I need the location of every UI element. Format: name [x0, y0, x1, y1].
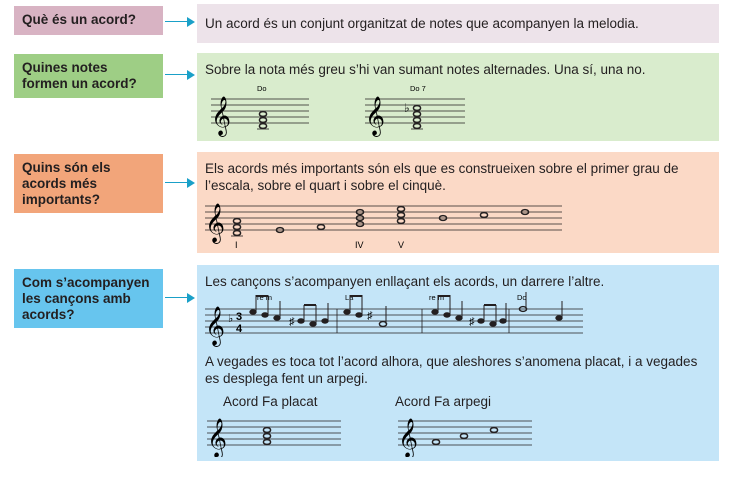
degree-label-iv: IV — [355, 240, 364, 250]
arrow-3 — [165, 178, 195, 188]
treble-clef-icon: 𝄞 — [398, 418, 419, 457]
flat-icon: ♭ — [404, 101, 410, 115]
treble-clef-icon: 𝄞 — [205, 306, 226, 346]
answer-text-2: Sobre la nota més greu s’hi van sumant notes alternades. Una sí, una no. — [205, 62, 646, 77]
answer-text-4b: A vegades es toca tot l’acord alhora, que aleshores s’anomena placat, i a vegades es desplega fent un arpegi. — [205, 354, 698, 386]
question-text-1: Què és un acord? — [22, 12, 137, 27]
answer-text-1: Un acord és un conjunt organitzat de notes que acompanyen la melodia. — [205, 16, 639, 31]
chord-label-do: Do — [257, 84, 267, 93]
arpeggio-notes — [432, 428, 497, 445]
staff-arpegi — [392, 409, 542, 457]
example-label-arpegi: Acord Fa arpegi — [395, 394, 492, 409]
treble-clef-icon: 𝄞 — [207, 418, 228, 457]
staff-lines — [205, 309, 583, 333]
example-label-placat: Acord Fa placat — [223, 394, 318, 409]
time-signature-bottom: 4 — [236, 323, 243, 335]
answer-box-3 — [197, 152, 719, 253]
question-box-2 — [14, 54, 163, 98]
treble-clef-icon: 𝄞 — [365, 96, 386, 136]
chord-label-do7: Do 7 — [410, 84, 426, 93]
answer-box-2 — [197, 53, 719, 141]
staff-main-chords — [197, 196, 597, 256]
time-signature-top: 3 — [236, 311, 243, 323]
sharp-icon: ♯ — [367, 310, 373, 322]
answer-box-1 — [197, 4, 719, 43]
degree-label-v: V — [398, 240, 405, 250]
treble-clef-icon: 𝄞 — [205, 203, 226, 243]
question-box-4 — [14, 269, 163, 328]
sharp-icon: ♯ — [289, 316, 295, 328]
chord-fa-notes — [263, 428, 270, 445]
arrow-2 — [165, 70, 195, 80]
question-box-1 — [14, 6, 163, 35]
staff-do-chords — [197, 79, 497, 137]
question-box-3 — [14, 154, 163, 213]
arrow-4 — [165, 293, 195, 303]
answer-box-4 — [197, 265, 719, 461]
answer-text-3: Els acords més importants són els que es construeixen sobre el primer grau de l’escala, sobre el quart i sobre el cinquè. — [205, 161, 679, 193]
staff-lines — [205, 206, 562, 230]
song-accompaniment-staff — [197, 289, 597, 347]
question-text-2: Quines notes formen un acord? — [22, 60, 137, 91]
chord-label-rem-1: re m — [257, 293, 272, 302]
question-text-3: Quins són els acords més importants? — [22, 160, 111, 207]
arrow-1 — [165, 17, 195, 27]
treble-clef-icon: 𝄞 — [211, 96, 232, 136]
chord-label-rem-2: re m — [429, 293, 444, 302]
question-text-4: Com s’acompanyen les cançons amb acords? — [22, 275, 150, 322]
chord-label-la: La — [345, 293, 354, 302]
staff-placat — [197, 409, 347, 457]
scale-notes — [231, 207, 529, 236]
chord-do-notes — [257, 112, 269, 129]
chord-label-do: Do — [517, 293, 527, 302]
flat-icon: ♭ — [228, 313, 234, 325]
degree-label-i: I — [235, 240, 238, 250]
sharp-icon: ♯ — [469, 316, 475, 328]
answer-text-4: Les cançons s’acompanyen enllaçant els acords, un darrere l’altre. — [205, 274, 605, 289]
